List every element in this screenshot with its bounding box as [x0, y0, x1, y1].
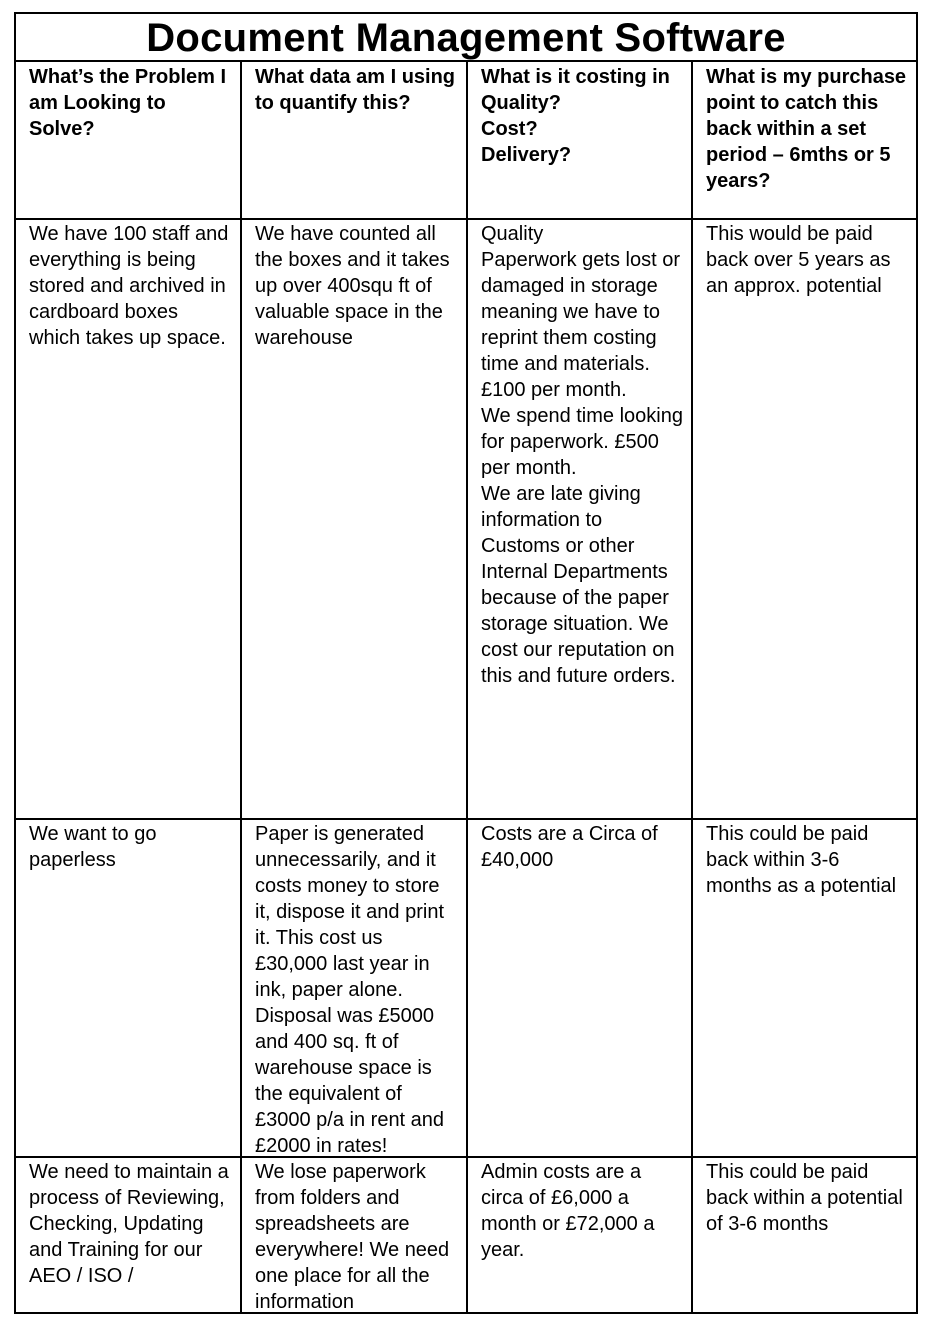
header-problem: What’s the Problem I am Looking to Solve?: [16, 62, 242, 218]
document-title: Document Management Software: [146, 16, 786, 60]
table-cell: This could be paid back within a potential of 3-6 months: [706, 1161, 909, 1235]
table-cell: We have 100 staff and everything is being stored and archived in cardboard boxes which takes up space.: [16, 220, 242, 818]
table-row: [16, 820, 916, 1158]
table-cell: We have counted all the boxes and it takes up over 400squ ft of valuable space in the warehouse: [242, 220, 468, 818]
document-table: [14, 12, 918, 1314]
table-cell: Costs are a Circa of £40,000: [468, 820, 693, 1156]
table-cell: We need to maintain a process of Reviewing, Checking, Updating and Training for our AEO / ISO /: [16, 1158, 242, 1312]
table-row: [16, 220, 916, 820]
header-purchase-point: What is my purchase point to catch this back within a set period – 6mths or 5 years?: [706, 66, 912, 192]
title-row: [16, 14, 916, 62]
header-row: [16, 62, 916, 220]
table-cell: We lose paperwork from folders and spreadsheets are everywhere! We need one place for all the information: [242, 1158, 468, 1312]
table-row: [16, 1158, 916, 1312]
table-cell: We want to go paperless: [16, 820, 242, 1156]
table-cell: This would be paid back over 5 years as an approx. potential: [706, 223, 897, 297]
table-cell: Admin costs are a circa of £6,000 a month or £72,000 a year.: [468, 1158, 693, 1312]
header-cost: What is it costing in Quality? Cost? Delivery?: [468, 62, 693, 218]
table-cell: Paper is generated unnecessarily, and it costs money to store it, dispose it and print it. This cost us £30,000 last year in ink, paper alone. Disposal was £5000 and 400 sq. ft of warehouse space is the equivalent of £3000 p/a in rent and £2000 in rates!: [242, 820, 468, 1156]
header-data: What data am I using to quantify this?: [242, 62, 468, 218]
table-cell: Quality Paperwork gets lost or damaged in storage meaning we have to reprint them costing time and materials. £100 per month. We spend time looking for paperwork. £500 per month. We are late giving information to Customs or other Internal Departments because of the paper storage situation. We cost our reputation on this and future orders.: [468, 220, 693, 818]
table-cell: This could be paid back within 3-6 months as a potential: [706, 823, 897, 897]
